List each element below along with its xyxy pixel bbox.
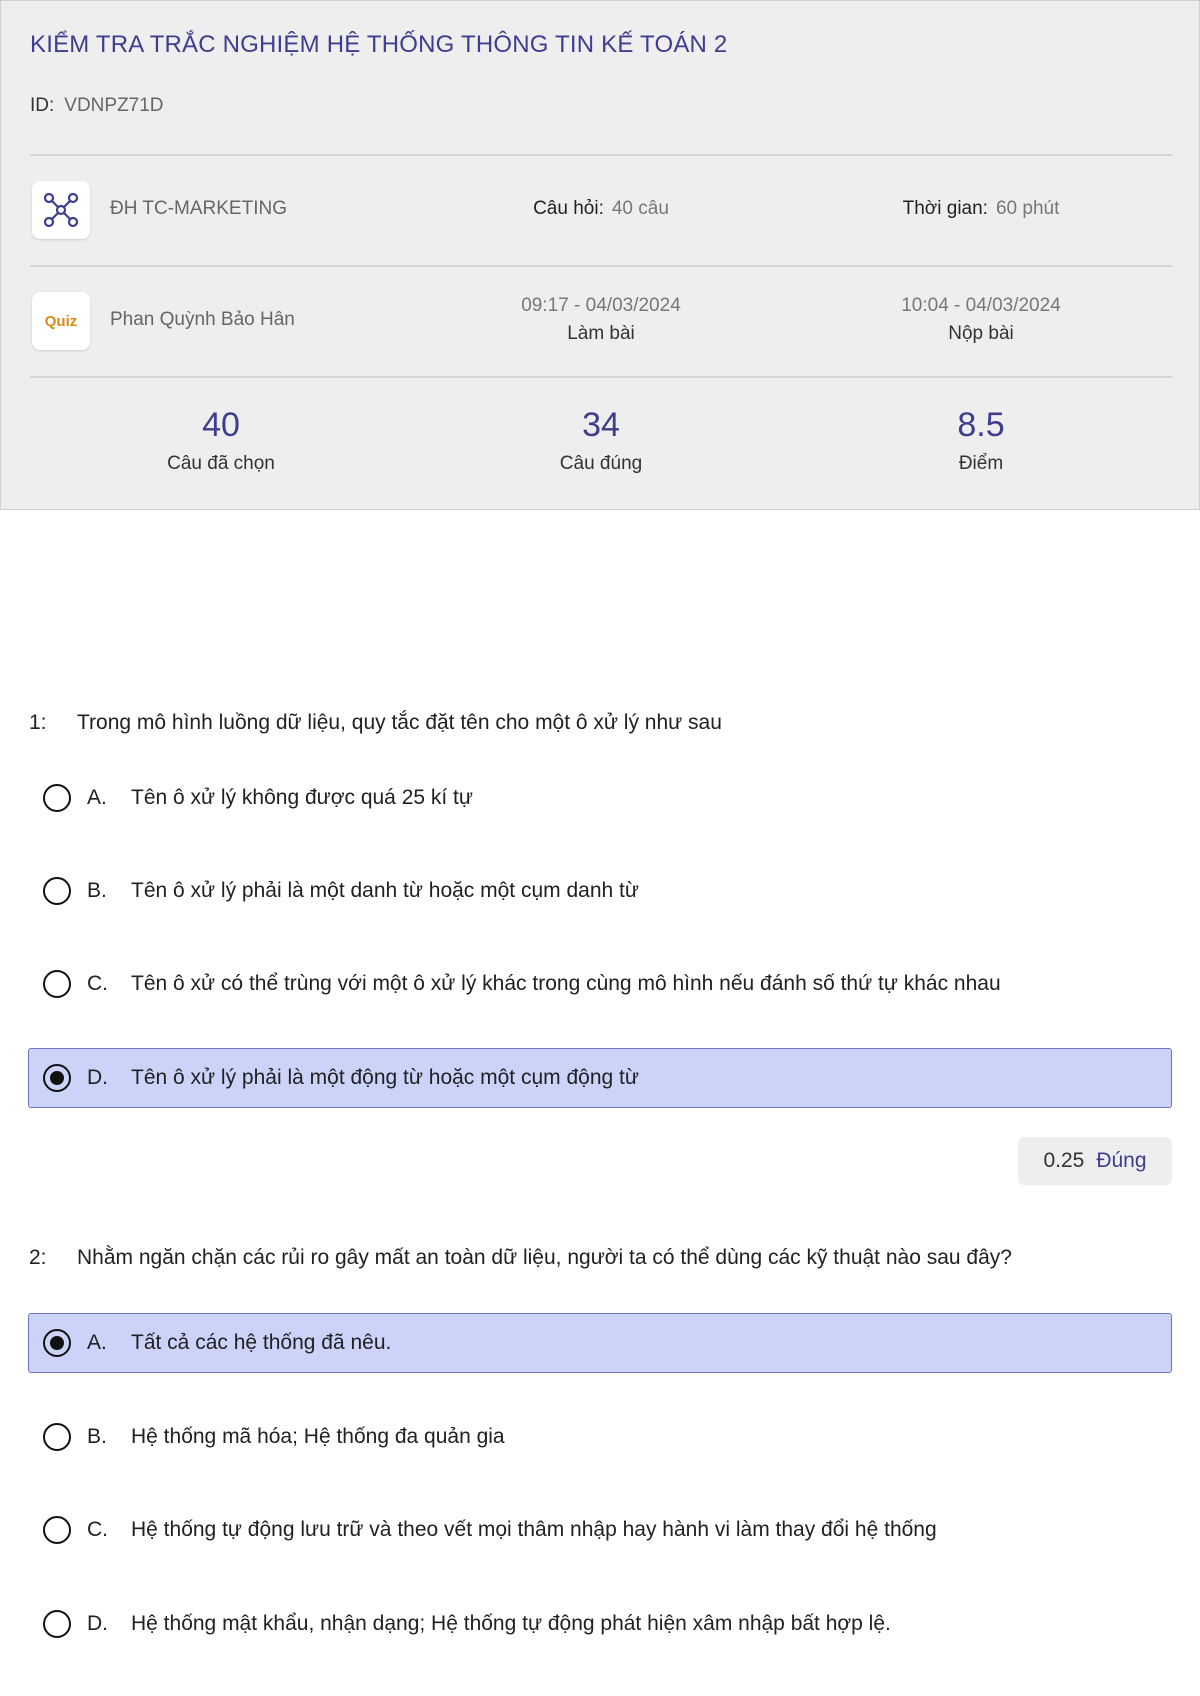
option-letter: A. <box>87 786 107 809</box>
exam-summary-card <box>0 0 1200 510</box>
option-1d[interactable] <box>28 1048 1172 1108</box>
option-text: Tên ô xử lý không được quá 25 kí tự <box>131 786 473 809</box>
radio-unselected-icon[interactable] <box>43 784 71 812</box>
stat-caption: Câu đã chọn <box>167 453 275 474</box>
option-1a[interactable] <box>28 768 1172 828</box>
radio-selected-icon[interactable] <box>43 1064 71 1092</box>
divider <box>30 376 1172 378</box>
option-letter: B. <box>87 1425 107 1448</box>
radio-selected-icon[interactable] <box>43 1329 71 1357</box>
duration <box>831 198 1131 220</box>
stat-value: 34 <box>582 406 620 444</box>
option-letter: D. <box>87 1066 108 1089</box>
stat-value: 8.5 <box>957 406 1005 444</box>
option-text: Hệ thống mã hóa; Hệ thống đa quản gia <box>131 1425 505 1448</box>
option-letter: D. <box>87 1612 108 1635</box>
start-time: 09:17 - 04/03/2024 <box>521 295 681 316</box>
duration-label: Thời gian: <box>902 198 988 219</box>
option-letter: C. <box>87 1518 108 1541</box>
submit-time: 10:04 - 04/03/2024 <box>901 295 1061 316</box>
stat-selected <box>71 406 371 475</box>
submit-time-block <box>831 295 1131 345</box>
option-text: Tên ô xử lý phải là một động từ hoặc một cụm động từ <box>131 1066 639 1089</box>
stat-caption: Điểm <box>958 453 1004 474</box>
question-number: 2: <box>29 1246 47 1269</box>
option-1b[interactable] <box>28 861 1172 921</box>
option-2c[interactable] <box>28 1500 1172 1560</box>
question-text: Trong mô hình luồng dữ liệu, quy tắc đặt tên cho một ô xử lý như sau <box>77 711 722 734</box>
score-points: 0.25 <box>1043 1149 1085 1172</box>
stat-correct <box>451 406 751 475</box>
question-text: Nhằm ngăn chặn các rủi ro gây mất an toàn dữ liệu, người ta có thể dùng các kỹ thuật nào sau đây? <box>77 1246 1012 1269</box>
option-text: Hệ thống mật khẩu, nhận dạng; Hệ thống tự động phát hiện xâm nhập bất hợp lệ. <box>131 1612 891 1635</box>
stat-score <box>831 406 1131 475</box>
quiz-logo-text: Quiz <box>44 313 78 330</box>
question-1 <box>29 711 722 735</box>
start-time-block <box>451 295 751 345</box>
option-text: Tên ô xử có thể trùng với một ô xử lý khác trong cùng mô hình nếu đánh số thứ tự khác nhau <box>131 972 1001 995</box>
network-icon <box>32 181 90 239</box>
quiz-logo <box>32 292 90 350</box>
option-text: Tất cả các hệ thống đã nêu. <box>131 1331 392 1354</box>
submit-label: Nộp bài <box>948 323 1014 344</box>
option-text: Tên ô xử lý phải là một danh từ hoặc một cụm danh từ <box>131 879 639 902</box>
stat-caption: Câu đúng <box>559 453 643 474</box>
exam-id-label: ID: <box>30 95 55 116</box>
option-letter: C. <box>87 972 108 995</box>
option-2d[interactable] <box>28 1594 1172 1654</box>
question-count <box>451 198 751 220</box>
option-letter: B. <box>87 879 107 902</box>
divider <box>30 265 1172 267</box>
question-number: 1: <box>29 711 47 734</box>
stat-value: 40 <box>202 406 240 444</box>
option-text: Hệ thống tự động lưu trữ và theo vết mọi thâm nhập hay hành vi làm thay đổi hệ thống <box>131 1518 937 1541</box>
student-name: Phan Quỳnh Bảo Hân <box>110 309 295 330</box>
question-count-label: Câu hỏi: <box>533 198 604 219</box>
question-score-badge <box>1018 1137 1172 1185</box>
exam-id <box>30 95 164 117</box>
radio-unselected-icon[interactable] <box>43 1423 71 1451</box>
exam-id-value: VDNPZ71D <box>64 95 164 116</box>
org-name: ĐH TC-MARKETING <box>110 198 287 219</box>
option-letter: A. <box>87 1331 107 1354</box>
question-count-value: 40 câu <box>611 198 669 219</box>
exam-title: KIỂM TRA TRẮC NGHIỆM HỆ THỐNG THÔNG TIN KẾ TOÁN 2 <box>30 31 728 58</box>
duration-value: 60 phút <box>995 198 1060 219</box>
start-label: Làm bài <box>567 323 635 344</box>
radio-unselected-icon[interactable] <box>43 877 71 905</box>
radio-unselected-icon[interactable] <box>43 970 71 998</box>
option-2a[interactable] <box>28 1313 1172 1373</box>
question-2 <box>29 1246 1012 1270</box>
divider <box>30 154 1172 156</box>
option-1c[interactable] <box>28 954 1172 1014</box>
score-result: Đúng <box>1096 1149 1147 1172</box>
radio-unselected-icon[interactable] <box>43 1516 71 1544</box>
radio-unselected-icon[interactable] <box>43 1610 71 1638</box>
option-2b[interactable] <box>28 1407 1172 1467</box>
